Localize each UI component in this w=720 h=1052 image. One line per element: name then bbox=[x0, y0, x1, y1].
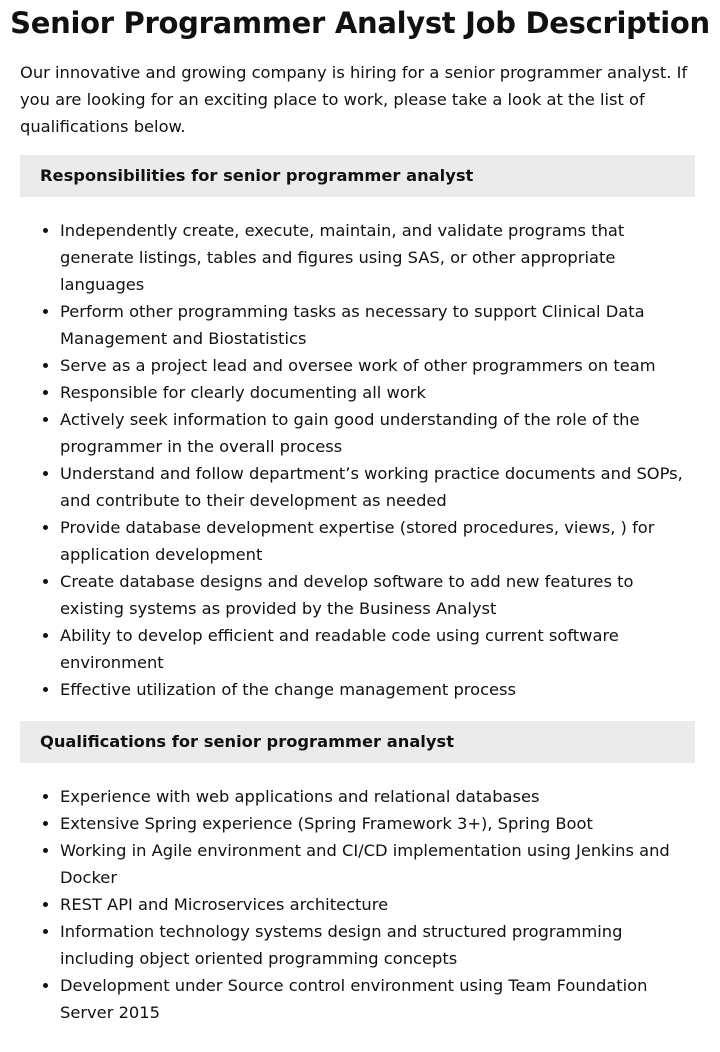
list-item: • Serve as a project lead and oversee work of other programmers on team bbox=[60, 352, 695, 379]
list-item: • REST API and Microservices architecture bbox=[60, 891, 695, 918]
responsibilities-heading: Responsibilities for senior programmer analyst bbox=[20, 155, 695, 197]
qualifications-list bbox=[0, 783, 695, 1026]
list-item: • Working in Agile environment and CI/CD implementation using Jenkins and Docker bbox=[60, 837, 695, 891]
list-item: • Provide database development expertise (stored procedures, views, ) for application development bbox=[60, 514, 695, 568]
list-item: • Experience with web applications and relational databases bbox=[60, 783, 695, 810]
list-item: • Understand and follow department’s working practice documents and SOPs, and contribute to their development as needed bbox=[60, 460, 695, 514]
list-item: • Responsible for clearly documenting all work bbox=[60, 379, 695, 406]
list-item: • Independently create, execute, maintain, and validate programs that generate listings, tables and figures using SAS, or other appropriate languages bbox=[60, 217, 695, 298]
page-title: Senior Programmer Analyst Job Description bbox=[10, 6, 710, 40]
list-item: • Effective utilization of the change management process bbox=[60, 676, 695, 703]
list-item: • Ability to develop efficient and readable code using current software environment bbox=[60, 622, 695, 676]
intro-text: Our innovative and growing company is hiring for a senior programmer analyst. If you are looking for an exciting place to work, please take a look at the list of qualifications below. bbox=[20, 63, 688, 136]
list-item: • Development under Source control environment using Team Foundation Server 2015 bbox=[60, 972, 695, 1026]
responsibilities-list bbox=[0, 217, 695, 703]
list-item: • Information technology systems design and structured programming including object oriented programming concepts bbox=[60, 918, 695, 972]
list-item: • Create database designs and develop software to add new features to existing systems as provided by the Business Analyst bbox=[60, 568, 695, 622]
qualifications-heading: Qualifications for senior programmer analyst bbox=[20, 721, 695, 763]
list-item: • Actively seek information to gain good understanding of the role of the programmer in the overall process bbox=[60, 406, 695, 460]
list-item: • Extensive Spring experience (Spring Framework 3+), Spring Boot bbox=[60, 810, 695, 837]
list-item: • Perform other programming tasks as necessary to support Clinical Data Management and Biostatistics bbox=[60, 298, 695, 352]
